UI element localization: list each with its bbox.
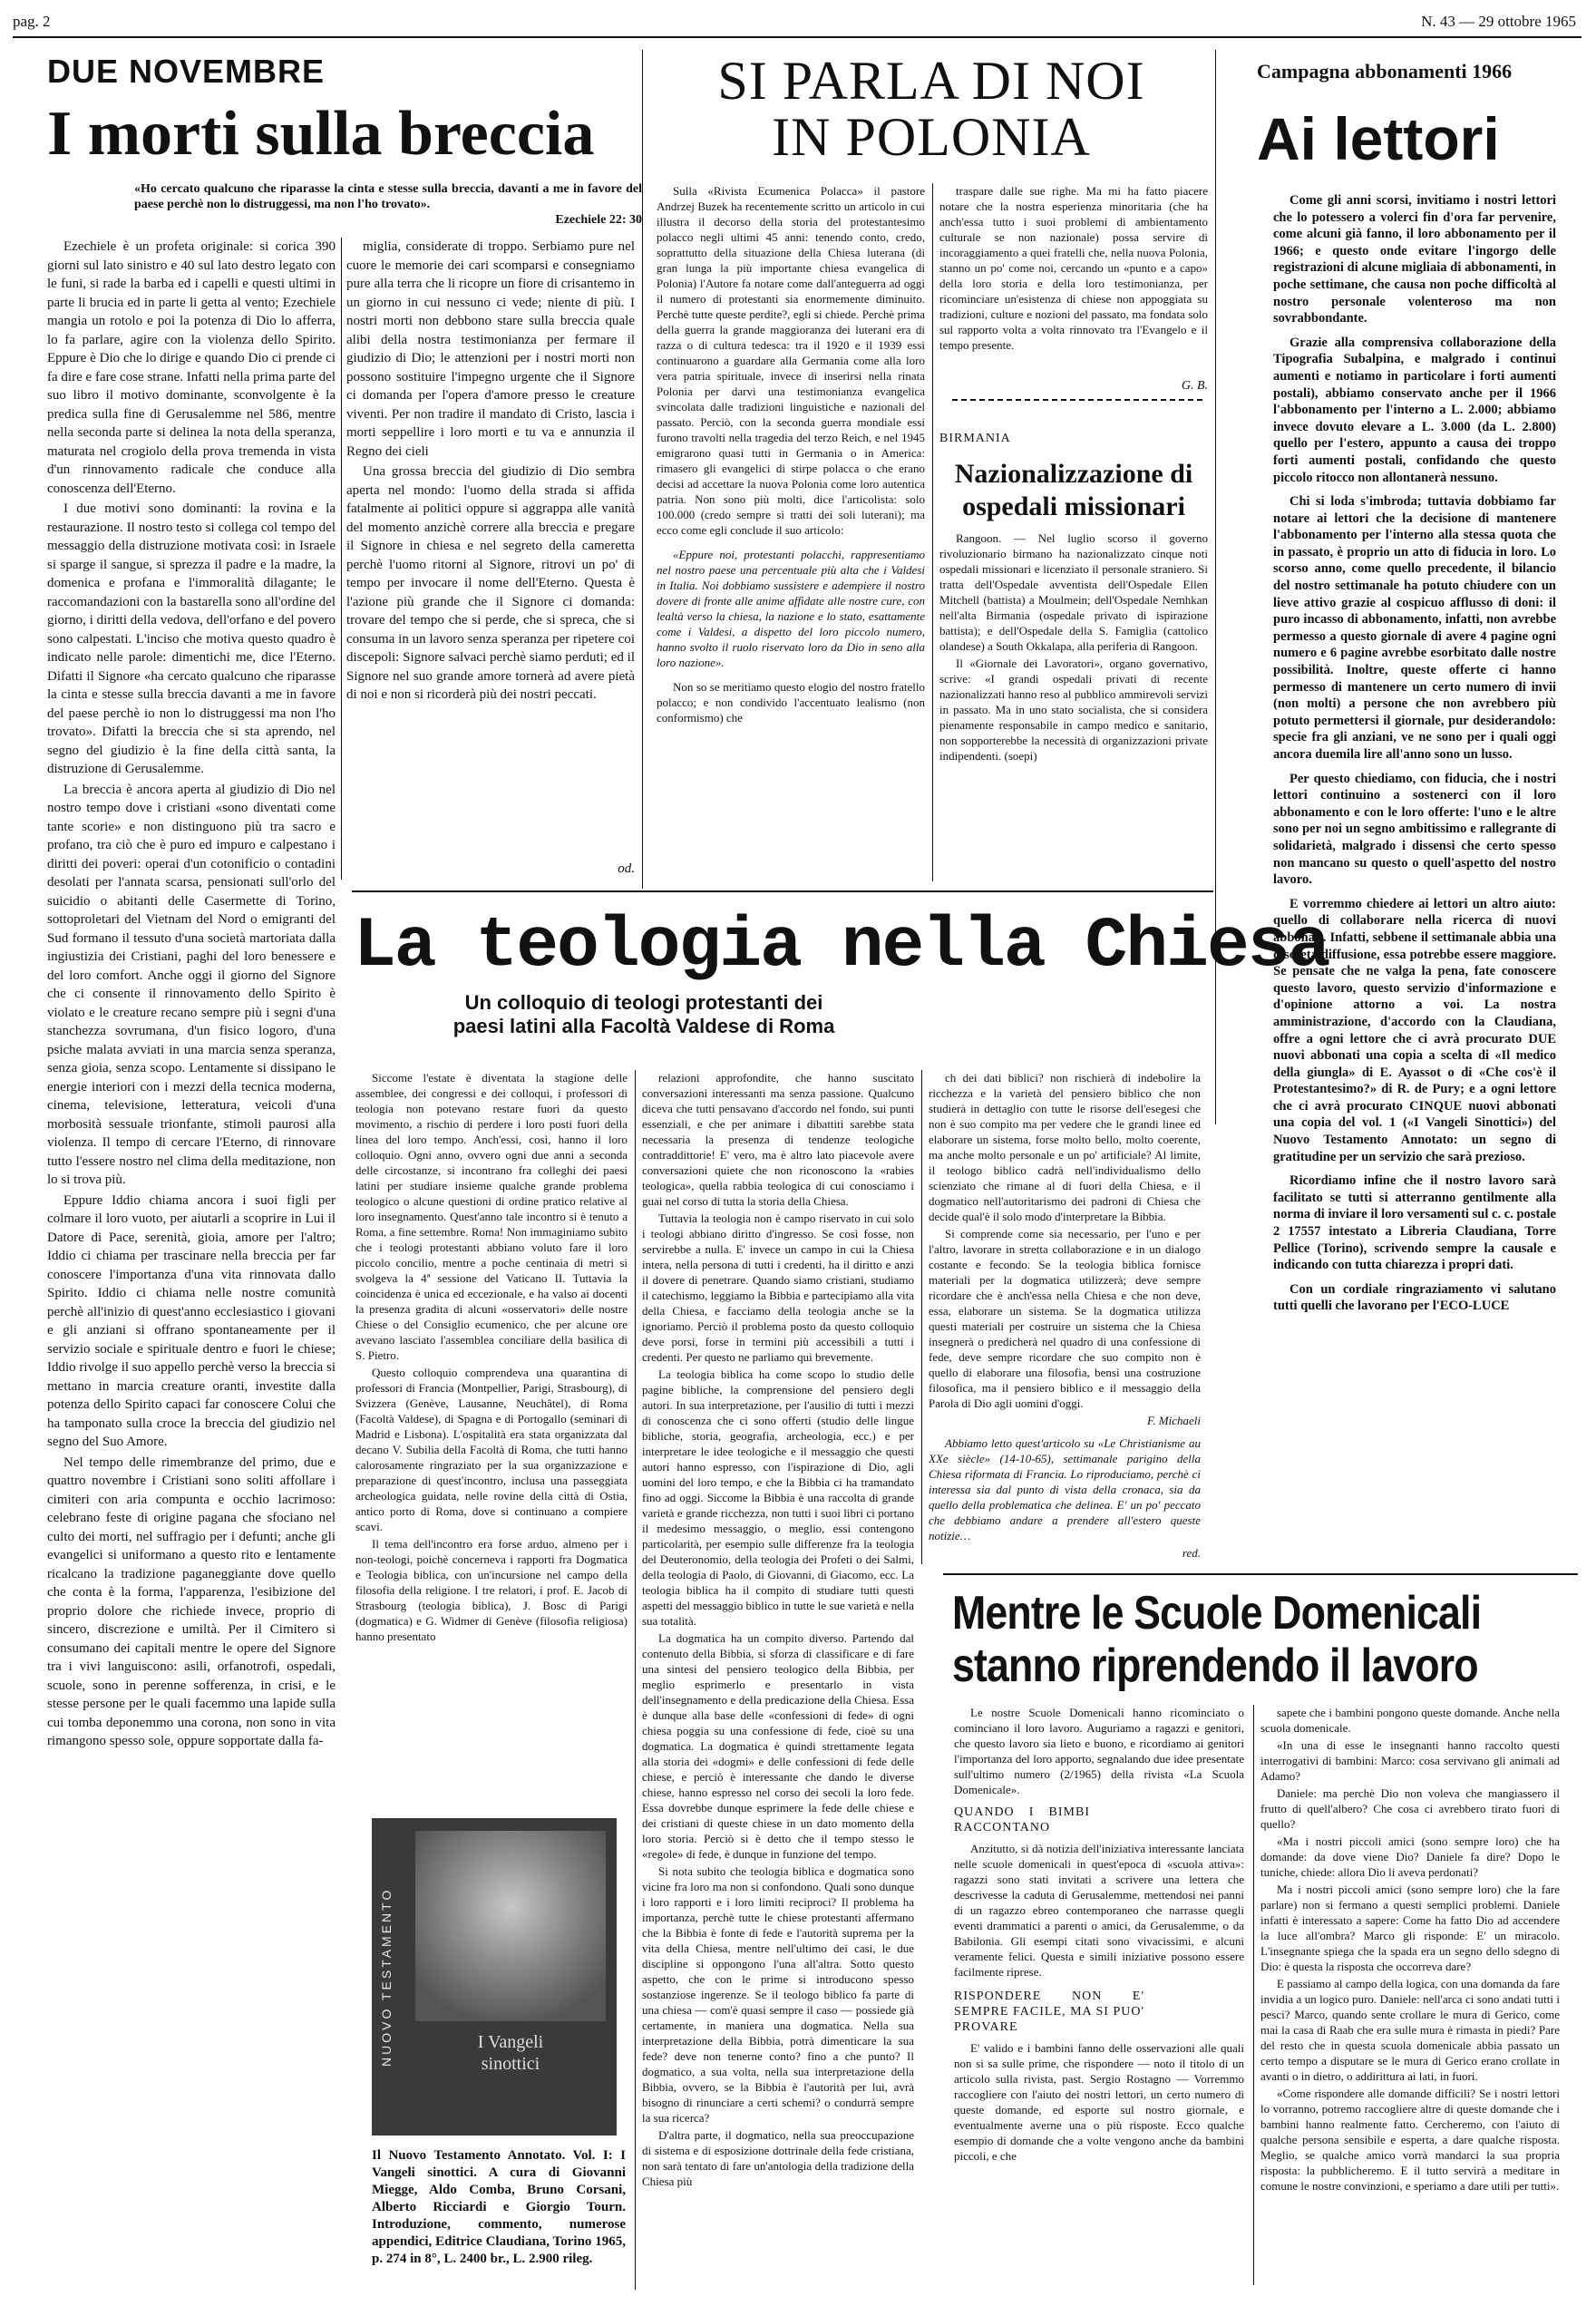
issue-date: N. 43 — 29 ottobre 1965 [1421, 13, 1576, 30]
birmania-body [939, 530, 1208, 884]
morti-column-1 [47, 238, 336, 2289]
paragraph: Daniele: ma perchè Dio non voleva che mangiassero il frutto di quell'albero? Che cosa ci avrebbero tirato fuori di quello? [1260, 1786, 1560, 1831]
paragraph: Questo colloquio comprendeva una quarantina di professori di Francia (Montpellier, Parigi, Strasbourg), di Svizzera (Genève, Lausanne, Neuchâtel), di Roma (Facoltà Valdese), di Spagna e di Portogallo (seminari di Madrid e Lisbona). L'ospitalità era stata organizzata dal decano V. Subilia della Facoltà di Roma, che tutti hanno calorosamente ringraziato per la sua organizzazione e preparazione di quest'incontro, inclusa una passeggiata archeologica guidata, nelle rovine della città di Ostia, antico porto di Roma, dove si continuano a compiere scavi. [355, 1366, 628, 1533]
lettori-kicker: Campagna abbonamenti 1966 [1257, 60, 1513, 83]
paragraph: Le nostre Scuole Domenicali hanno ricominciato o cominciano il loro lavoro. Auguriamo a ragazzi e genitori, che questo lavoro sia lieto e buono, e ricordiamo ai genitori l'importanza del loro apporto, segnalando due idee presentate sull'ultimo numero (2/1965) della rivista «La Scuola Domenicale». [954, 1706, 1244, 1796]
header-rule [13, 36, 1581, 38]
scuole-top-rule [943, 1573, 1578, 1575]
paragraph: La teologia biblica ha come scopo lo studio delle pagine bibliche, la comprensione del pensiero degli autori. In sua interpretazione, per l'ausilio di tutti i mezzi di conoscenza che ci sono offerti (studio delle lingue bibliche, storia, geografia, archeologia, ecc.) e per interpretare le idee teologiche e il messaggio che questi autori hanno espresso, con l'ispirazione di Dio, agli uomini del loro tempo, e che la Bibbia ci ha tramandato fino ad oggi. Siccome la Bibbia è una raccolta di grande varietà e grande ricchezza, non tutti i suoi libri ci portano il medesimo messaggio, o meglio, essi contengono particolarità, per esempio sulle differenze fra la teologia del Deuteronomio, della teologia dei Profeti o dei Salmi, della teologia di Paolo, di Giovanni, di Giacomo, ecc. La teologia biblica ha il compito di studiare tutti questi aspetti del messaggio biblico in tutte le sue varietà e nella sua totalità. [642, 1367, 914, 1628]
morti-column-2 [346, 238, 635, 877]
paragraph: E passiamo al campo della logica, con una domanda da fare invidia a un logico puro. Daniele: nell'arca ci sono andati tutti i pesci? Marco, quando sente crollare le mura di Gerico, come mai la casa di Raab che era sulle mura è rimasta in piedi? Pare del resto che in questa scuola domenicale abbia passato un certo tempo a disputare se le mura di Gerico erano crollate in avanti o in dietro, o addirittura ai lati, in fuori. [1260, 1977, 1560, 2083]
teologia-subtitle-line-1: Un colloquio di teologi protestanti dei [464, 991, 823, 1014]
polonia-column-1 [657, 183, 925, 881]
lettori-title: Ai lettori [1257, 105, 1500, 172]
book-cover-title-line-1: I Vangeli [477, 2032, 544, 2052]
paragraph: La breccia è ancora aperta al giudizio di Dio nel nostro tempo dove i cristiani «sono diventati come tante scorie» e non distinguono più tra sacro e profano, tra ciò che è puro ed impuro e calpestano i diritti dei poveri: operai d'un cotonificio o contadini desolati per l'annata scarsa, pensionati sull'orlo del suicidio o abitanti delle Casermette di Torino, sottoproletari del Vietnam del Nord o emigranti del Sud formano il tessuto d'una società martoriata dalla ingiustizia dei Cristiani, paghi del loro benessere e del loro comfort. Anche oggi il giorno del Signore che ci consente il rinnovamento dello Spirito è violato e le creature recano sempre più i segni d'una stanchezza sovrumana, d'un fisico logoro, d'una psiche malata avviati in una marcia senza speranza, senza gioia, senza scopo. Lentamente si dissipano le energie interiori con i mezzi della tecnica moderna, cinema, televisione, letteratura, veicoli d'una morbosità sessuale trionfante, stimoli paurosi alla violenza. Il tempo di cercare l'Eterno, di rinnovare tutto l'essere nostro nel clima della meditazione, non lo si trova più. [47, 782, 336, 1187]
column-rule [1253, 1705, 1254, 2285]
paragraph: ch dei dati biblici? non rischierà di indebolire la ricchezza e la varietà del pensiero biblico che non studierà in dettaglio con tutte le risorse dell'esegesi che non è suo compito ma per vedere che le grandi linee ed elaborare un sistema, forse molto bello, molto coerente, ma anche molto personale e un po' artificiale? Al limite, il teologo biblico cadrà nell'individualismo dello scienziato che rimane al di fuori della Chiesa, e il dogmatico nell'autoritarismo dei padroni di Chiesa che decide qual'è il solo modo d'interpretare la Bibbia. [929, 1071, 1201, 1223]
section-rule [932, 183, 933, 881]
teologia-title: La teologia nella Chiesa [354, 907, 1329, 987]
scuole-title [952, 1587, 1490, 1692]
scuole-column-2 [1260, 1705, 1560, 2285]
morti-signature: od. [618, 861, 635, 876]
paragraph: Non so se meritiamo questo elogio del nostro fratello polacco; e non condivido l'accentuato lealismo (non conformismo) che [657, 680, 925, 725]
paragraph: «Ma i nostri piccoli amici (sono sempre loro) che ha domande: da dove viene Dio? Daniele fa dire? Dopo le tuniche, chiede: allora Dio li aveva perdonati? [1260, 1834, 1560, 1879]
teologia-note-signature: red. [1182, 1546, 1201, 1560]
morti-title: I morti sulla breccia [47, 99, 595, 169]
polonia-quote: «Eppure noi, protestanti polacchi, rappresentiamo nel nostro paese una percentuale più alta che i Valdesi in Italia. Noi dobbiamo sussistere e adempiere il nostro dovere di fronte alle anime affidate alle nostre cure, con lealtà verso la chiesa, la nazione e lo stato, esattamente come i Valdesi, a dispetto del loro piccolo numero, hanno svolto il ruolo riservato loro da Dio in seno alla loro nazione». [657, 548, 925, 669]
morti-epigraph: «Ho cercato qualcuno che riparasse la cinta e stesse sulla breccia, davanti a me in favore del paese perchè non lo distruggessi, ma non l'ho trovato». [134, 182, 642, 211]
paragraph: Il «Giornale dei Lavoratori», organo governativo, scrive: «I grandi ospedali privati di recente nazionalizzati hanno reso al pubblico ammirevoli servizi in passato. Ma in uno stato socialista, che si considera pienamente responsabile in campo medico e sanitario, non sopporterebbe la necessità di organizzazioni private indipendenti. (soepi) [939, 657, 1208, 763]
morti-epigraph-ref: Ezechiele 22: 30 [555, 213, 642, 227]
paragraph: Eppure Iddio chiama ancora i suoi figli per colmare il loro vuoto, per aiutarli a scoprire in Lui il Datore di Pace, serenità, gioia, amore per l'altro; Iddio ci chiama per trascinare nella breccia per far conoscere l'importanza d'una vita rinnovata dallo Spirito. Iddio ci chiama nelle nostre comunità perchè all'inizio di quest'anno ecclesiastico i giovani e gli anziani si offrano spontaneamente per il servizio sociale e spirituale dentro e fuori le chiese; Iddio rivolge il suo appello perchè verso la breccia si mettano in marcia creature oranti, investite dalla potenza dello Spirito capaci far conoscere Colui che ha tamponato sulla croce la breccia del giudizio nel segno del Suo Amore. [47, 1192, 336, 1449]
morti-kicker: DUE NOVEMBRE [47, 53, 326, 90]
polonia-column-2 [939, 183, 1208, 374]
paragraph: Anzitutto, si dà notizia dell'iniziativa interessante lanciata nelle scuole domenicali in quest'epoca di «scuola attiva»: ragazzi sono stati invitati a scrivere una lettera che descrivesse la caduta di Gerusalemme, mettendosi nei panni di un ragazzo ebreo contemporaneo che narrasse quegli eventi drammatici a parenti o amici, da Gerusalemme, o da Babilonia. Gli esempi citati sono vivacissimi, e alcuni veramente felici. Questa e simili iniziative possono essere facilmente riprese. [954, 1842, 1244, 1979]
birmania-title: Nazionalizzazione di ospedali missionari [954, 459, 1193, 521]
book-caption: Il Nuovo Testamento Annotato. Vol. I: I Vangeli sinottici. A cura di Giovanni Miegge, Aldo Comba, Bruno Corsani, Alberto Ricciardi e Giorgio Tourn. Introduzione, commento, numerose appendici, Editrice Claudiana, Torino 1965, p. 274 in 8°, L. 2400 br., L. 2.900 rileg. [372, 2148, 626, 2266]
scuole-title-line-2: stanno riprendendo il lavoro [952, 1639, 1478, 1692]
paragraph: Come gli anni scorsi, invitiamo i nostri lettori che lo potessero a volerci fin d'ora far pervenire, come alcuni già fanno, il loro abbonamento per il 1966; e questo onde evitare l'ingorgo delle registrazioni di alcune migliaia di abbonamenti, in poche settimane, che causa non poche difficoltà al nostro personale volenteroso ma non sovrabbondante. [1273, 193, 1556, 326]
book-cover-spine: NUOVO TESTAMENTO [379, 1887, 394, 2067]
column-rule [921, 1070, 922, 1564]
paragraph: La dogmatica ha un compito diverso. Partendo dal contenuto della Bibbia, si sforza di classificare e di fare una sintesi del pensiero teologico della Bibbia, per meglio esprimerlo e presentarlo in vista dell'insegnamento e della predicazione della Chiesa. Essa è dunque alla base delle «confessioni di fede» di ogni chiesa poggia su una confessione di fede, cioè su una dogmatica. La dogmatica è quindi strettamente legata alla storia dei «dogmi» e delle confessioni di fede delle chiese, e perciò è interessante che dando le diverse chiese, hanno espresso nel corso dei secoli la loro fede. Essa dovrebbe dunque esprimere la fede delle chiese e dei cristiani di queste chiese in un dato momento della loro storia. Perciò si è detto che il tempo stesso le «regole» di fede, è dunque in funzione del tempo. [642, 1631, 914, 1861]
paragraph: Siccome l'estate è diventata la stagione delle assemblee, dei congressi e dei colloqui, i professori di teologia non potevano restare fuori da questo movimento, a rischio di perdere i loro posti fuori della linea del loro tempo. Anch'essi, così, hanno il loro colloquio. Ogni anno, ovvero ogni due anni a seconda delle circostanze, si incontrano fra colleghi dei paesi latini per studiare insieme qualche grande problema teologico o alcune questioni di ordine pratico relative al loro insegnamento. Quest'anno tale incontro si è tenuto a Roma, a fine settembre. Roma! Non immaginiamo subito che i teologi protestanti abbiano voluto fare il loro piccolo concilio, mentre a poche centinaia di metri si svolgeva la 4ª sessione del Vaticano II. Tuttavia la coincidenza è unica ed eccezionale, e ha valso ai docenti la presenza gradita di alcuni «osservatori» delle nostre Chiese o del Consiglio ecumenico, che per alcune ore avevano lasciato l'assemblea conciliare della basilica di S. Pietro. [355, 1071, 628, 1362]
paragraph: Grazie alla comprensiva collaborazione della Tipografia Subalpina, e malgrado i continui aumenti e notiamo in particolare i forti aumenti postali), abbiamo conservato anche per il 1966 l'abbonamento per l'interno a L. 2.000; abbiamo invece dovuto elevare a L. 3.000 (da L. 2.800) quello per l'estero, appunto a causa dei troppo forti aumenti postali, confidando che questo piccolo ritocco non allontanerà nessuno. [1273, 335, 1556, 485]
paragraph: Si nota subito che teologia biblica e dogmatica sono vicine fra loro ma non si confondono. Quali sono dunque i loro rapporti e i loro limiti reciproci? Il problema ha importanza, perchè tutte le chiese protestanti affermano che la Bibbia è fonte di fede e l'autorità suprema per la vita della Chiesa, mentre nell'ultimo dei casi, le due discipline si oppongono l'una all'altra. Sotto questo aspetto, che con le prime si introducono spesso sostanziose ingerenze. Se il teologo biblico fa parte di una chiesa — com'è quasi sempre il caso — possiede già certamente, in maniera una dogmatica. Nella sua interpretazione della Bibbia, potrà dimenticare la sua fede? deve non tenerne conto? fino a che punto? Il dogmatico, a sua volta, nella sua interpretazione della Bibbia, ovvero, se la Bibbia è l'autorità per lui, avrà bisogno di rinunciare a certi schemi? o condurrà sempre la sua ricerca? [642, 1864, 914, 2125]
book-cover-title-line-2: sinottici [481, 2054, 540, 2074]
paragraph: I due motivi sono dominanti: la rovina e la restaurazione. Il nostro testo si collega col tempo del messaggio della distruzione motivata così: in Israele si sparge il sangue, si sprezza il padre e la madre, la domenica e profana e l'immoralità dilagante; le raccomandazioni con la bastarella sono all'ordine del giorno, i diritti della vedova, dell'orfano e del povero sono calpestati. L'inciso che motiva questo quadro è indicato nelle parole: dimentichi me, dice l'Eterno. Difatti il Signore «ha cercato qualcuno che riparasse la cinta e stesse sulla breccia davanti a me in favore del paese perchè io non lo distruggessi ma non l'ho trovato». Difatti la breccia che si sta aprendo, nel segno del giudizio è la fine della città santa, la distruzione di Gerusalemme. [47, 501, 336, 776]
scuole-subheading-2: RISPONDERE NON E' SEMPRE FACILE, MA SI PUO' PROVARE [954, 1990, 1144, 2034]
paragraph: E' valido e i bambini fanno delle osservazioni alle quali non si sa sulle prime, che rispondere — noto il titolo di un articolo sulla rivista, past. Sergio Rostagno — Vorremmo raccogliere con l'aiuto dei nostri lettori, un certo numero di queste domande, ed esporte sul nostro giornale, e eventualmente averne una o più risposte. Ecco qualche esempio di domande che a volte vengono anche da bambini piccoli, e che [954, 2041, 1244, 2163]
paragraph: Tuttavia la teologia non è campo riservato in cui solo i teologi abbiano diritto d'ingresso. Se così fosse, non servirebbe a nulla. E' invece un campo in cui la Chiesa intera, nella persona di tutti i credenti, ha il diritto e anzi il dovere di penetrare. Quando siamo cristiani, studiamo il catechismo, leggiamo la Bibbia e partecipiamo alla vita della Chiesa, e facciamo della teologia anche se la ignoriamo. Perciò il problema posto da questo colloquio deve porsi, forse in termini più accessibili a tutti i credenti. Per questo ne parliamo qui brevemente. [642, 1211, 914, 1364]
teologia-column-3 [929, 1070, 1201, 1560]
teologia-top-rule [352, 890, 1213, 892]
paragraph: sapete che i bambini pongono queste domande. Anche nella scuola domenicale. [1260, 1706, 1560, 1735]
book-cover-image [372, 1818, 617, 2136]
paragraph: «In una di esse le insegnanti hanno raccolto questi interrogativi di bambini: Marco: cosa servivano gli animali ad Adamo? [1260, 1738, 1560, 1783]
paragraph: Nel tempo delle rimembranze del primo, due e quattro novembre i Cristiani sono soliti affollare i cimiteri con aria compunta e occhio lacrimoso: celebrano feste di origine pagana che sfociano nel culto dei morti, nel suffragio per i defunti; anche gli evangelici si uniformano a questo rito e lentamente ricalcano la tradizione paganeggiante dove quello che conta è la forma, l'apparenza, l'esibizione del proprio dolore che richiede invece, proprio di sincero, discrezione e umiltà. Per il Cimitero si consumano dei capitali mentre le opere del Signore tra i vivi languiscono: asili, orfanotrofi, ospedali, scuole, sono in perenne sofferenza, in crisi, e le stesse persone per le quali facemmo una lapide sulla cui tomba deponemmo una corona, non sono in vita rimangono spesso sole, oppure sopportate dalla fa- [47, 1455, 336, 1748]
paragraph: D'altra parte, il dogmatico, nella sua preoccupazione di sistema e di esposizione dottrinale della fede cristiana, non sarà tentato di fare un'antologia della tradizione della Chiesa più [642, 2128, 914, 2188]
paragraph: traspare dalle sue righe. Ma mi ha fatto piacere notare che la nostra esperienza minoritaria (che ha anch'essa tutto i suoi problemi di ambientamento culturale se non nazionale) possa servire di incoraggiamento a quei fratelli che, nella nuova Polonia, stanno un po' come noi, cercando un «punto e a capo» della loro storia e della loro testimonianza, per ricominciare un'esistenza di chiese non appoggiata su tradizioni, culture e nozioni del passato, ma fondata solo sul rapporto volta a volta rinnovato tra l'Evangelo e il tempo presente. [939, 184, 1208, 352]
paragraph: Sulla «Rivista Ecumenica Polacca» il pastore Andrzej Buzek ha recentemente scritto un articolo in cui illustra il decorso della storia del protestantesimo polacco negli ultimi 45 anni: tenendo conto, credo, soprattutto della situazione della Chiesa luterana (di gran lunga la più importante chiesa evangelica di Polonia) l'Autore fa notare come dall'anteguerra ad oggi il numero di protestanti sia enormemente diminuito. Perchè tutte queste perdite?, egli si chiede. Perchè prima della guerra la grande maggioranza dei luterani era di razza o di cultura tedesca: tra il 1920 e il 1939 essi continuarono a guardare alla Germania come alla loro vera patria spirituale, invece di inserirsi nella rinata Polonia per darvi una testimonianza evangelica svincolata dalle tradizioni linguistiche e nazionali del passato. Perciò, con la seconda guerra mondiale essi furono travolti nella tragedia del terzo Reich, e nel 1945 emigrarono quasi tutti in Germania o in America: rimasero gli evangelici di stirpe polacca o che erano decisi ad accettare la nuova Polonia come loro autentica patria. Non sono più molti, dice l'articolista: solo 100.000 (credo sempre si tratti dei soli luterani); ma ecco come egli conclude il suo articolo: [657, 184, 925, 537]
paragraph: Rangoon. — Nel luglio scorso il governo rivoluzionario birmano ha nazionalizzato cinque noti ospedali missionari e licenziato il personale straniero. Si tratta dell'Ospedale avventista dell'Ospedale Ellen Mitchell (battista) a Moulmein; dell'Ospedale Nemhkan nell'alta Birmania (ospedale privato di ispirazione battista); e dell'Ospedale della S. Famiglia (cattolico olandese) a South Okkalapa, alla periferia di Rangoon. [939, 531, 1208, 653]
scuole-column-1 [954, 1705, 1244, 2285]
birmania-kicker: BIRMANIA [939, 432, 1011, 445]
column-rule [341, 238, 342, 880]
teologia-note: Abbiamo letto quest'articolo su «Le Christianisme au XXe siècle» (14-10-65), settimanale parigino della Chiesa riformata di Francia. Lo riproduciamo, perchè ci interessa sia dal punto di vista della cronaca, sia da quello della problematica che delinea. E' un po' peccato che debbiamo andare a prendere all'estero queste notizie… [929, 1436, 1201, 1542]
paragraph: Chi si loda s'imbroda; tuttavia dobbiamo far notare ai lettori che la decisione di mantenere l'abbonamento per l'interno alla stessa quota che in passato, è proprio un atto di fiducia in loro. Lo scorso anno, come quello precedente, il bilancio del nostro settimanale ha potuto chiudere con un lieve attivo grazie al cospicuo afflusso di doni: il puro incasso di abbonamento, infatti, non avrebbe permesso a questo giornale di avere 4 pagine ogni numero e 6 pagine avrebbe esorbitato dalle nostre possibilità. Inoltre, queste offerte ci hanno permesso di mantenere un certo numero di invii (non molti) a persone che non avrebbero più potuto permettersi il giornale, pur desiderandolo: specie fra gli anziani, ve ne sono per i quali oggi ancora duemila lire all'anno sono un lusso. [1273, 494, 1556, 762]
book-cover-title [415, 2031, 606, 2075]
paragraph: Ricordiamo infine che il nostro lavoro sarà facilitato se tutti si atterranno gentilmente alla norma di inviare il loro versamenti sul c. c. postale 2 17557 intestato a Libreria Claudiana, Torre Pellice (Torino), scrivendo sempre la causale e indicando con tutta chiarezza i propri dati. [1273, 1173, 1556, 1273]
section-rule [642, 50, 643, 889]
paragraph: Per questo chiediamo, con fiducia, che i nostri lettori continuino a sostenerci con il loro abbonamento e con le loro offerte: l'uno e le altre sono per noi un segno ambitissimo e rallegrante di solidarietà, malgrado i dissensi che certo spesso non mancano su questo o quell'aspetto del nostro lavoro. [1273, 771, 1556, 888]
polonia-signature: G. B. [1181, 379, 1208, 393]
paragraph: E vorremmo chiedere ai lettori un altro aiuto: quello di collaborare nella ricerca di nuovi abbonati. Infatti, sebbene il settimanale abbia una discreta diffusione, essa potrebbe essere maggiore. Se pensate che ne valga la pena, fate conoscere questo lavoro, questo servizio d'informazione e d'opinione attorno a voi. La nostra amministrazione, d'accordo con la Claudiana, offre a ogni lettore che ci avrà procurato DUE nuovi abbonati una copia a scelta di «Il medico della giungla» di E. Ayassot o di «Che cos'è il Protestantesimo?» di R. de Pury; e a ogni lettore che ci avrà procurato CINQUE nuovi abbonati una copia del vol. 1 («I Vangeli Sinottici») del Nuovo Testamento Annotato: un segno di gratitudine per un servizio che sarà prezioso. [1273, 896, 1556, 1164]
scuole-subheading-1: QUANDO I BIMBI RACCONTANO [954, 1805, 1090, 1834]
scuole-title-line-1: Mentre le Scuole Domenicali [952, 1587, 1482, 1639]
teologia-column-1 [355, 1070, 628, 1805]
paragraph: Ezechiele è un profeta originale: si corica 390 giorni sul lato sinistro e 40 sul lato destro legato con le funi, si rade la barba ed i capelli e questi ultimi in parte li brucia ed in parte li getta al vento; Ezechiele mangia un rotolo e poi la potenza di Dio lo afferra, lo fa parlare, agire con la violenza dello Spirito. Eppure è Dio che lo dirige e quando Dio ci prende ci fa dire e fare cose strane. Infatti nella prima parte del suo libro il motivo dominante, sconvolgente è la predica sulla fine di Gerusalemme nel 586, mentre nella seconda parte si delinea la nota della speranza, maturata nel crogiolo della prova tremenda in vista d'un rinnovamento radicale che conduce alla conoscenza dell'Eterno. [47, 239, 336, 496]
paragraph: Ma i nostri piccoli amici (sono sempre loro) che la fare parlare) non si fermano a questi semplici problemi. Daniele infatti è interessato a sapere: Come ha fatto Dio ad accendere la luce all'ombra? Marco gli risponde: E' un miracolo. L'insegnante spiega che la spada era un segno dello sdegno di Dio: è questa la risposta che occorreva dare? [1260, 1883, 1560, 1973]
teologia-signature: F. Michaeli [1147, 1414, 1201, 1427]
teologia-subtitle [408, 991, 880, 1038]
book-cover-artwork [415, 1831, 606, 2021]
teologia-subtitle-line-2: paesi latini alla Facoltà Valdese di Roma [453, 1015, 835, 1037]
polonia-title-line-1: SI PARLA DI NOI [717, 51, 1145, 111]
paragraph: Si comprende come sia necessario, per l'uno e per l'altro, lavorare in stretta collaborazione e in un dialogo costante e fecondo. Se la teologia biblica fornisce materiali per la dogmatica utilizzerà; deve sempre ricordare che è anch'essa nella Chiesa e che non deve, essa, elaborare un sistema. Se la dogmatica utilizza questi materiali per costruire un sistema che la Chiesa insegnerà o predicherà nel quadro di una confessione di fede, deve sempre ricordare che suo compito non è quello di elaborare una filosofia, bensì una costruzione filosofica, ma il pensiero biblico e il messaggio della Parola di Dio agli uomini d'oggi. [929, 1227, 1201, 1410]
page-number: pag. 2 [13, 13, 51, 30]
polonia-title-line-2: IN POLONIA [772, 107, 1091, 167]
paragraph: Con un cordiale ringraziamento vi salutano tutti quelli che lavorano per l'ECO-LUCE [1273, 1281, 1556, 1314]
paragraph: Il tema dell'incontro era forse arduo, almeno per i non-teologi, poichè concerneva i rapporti fra Dogmatica e Teologia biblica, con un'incursione nel campo della filosofia della religione. I tre relatori, i prof. E. Jacob di Strasbourg (teologia biblica), J. Bosc di Parigi (dogmatica) e G. Widmer di Genève (filosofia religiosa) hanno presentato [355, 1537, 628, 1643]
paragraph: relazioni approfondite, che hanno suscitato conversazioni interessanti ma senza passione. Qualcuno diceva che tutti pensavano d'accordo nel fondo, sui punti essenziali, e che per animare i dibattiti sarebbe stata necessaria la presenza di tendenze teologiche contraddittorie! E' vero, ma è altro lato piacevole avere conversazioni quiete che non riconoscono la «rabies teologica», quella rabbia teologica di cui conosciamo i guai nel corso di tutta la storia della Chiesa. [642, 1071, 914, 1208]
paragraph: «Come rispondere alle domande difficili? Se i nostri lettori lo vorranno, potremo raccogliere altre di queste domande che i bambini hanno realmente fatto. Cercheremo, con l'aiuto di qualche persona sensibile e esperta, a dare qualche risposta. Meglio, se qualche amico vorrà mandarci la sua propria risposta: la pubblicheremo. E il tutto servirà a meditare in comune le nostre convinzioni, e speriamo a dare utili per tutti». [1260, 2087, 1560, 2193]
paragraph: miglia, considerate di troppo. Serbiamo pure nel cuore le memorie dei cari scomparsi e consegniamo pure alla terra che li ricopre un fiore di crisantemo in un giorno in cui nessuno ci vede; niente di più. I nostri morti non debbono stare sulla breccia quale alibi della nostra testimonianza per fermare il giudizio di Dio; le attenzioni per i nostri morti non possono sostituire l'impegno urgente che il Signore ci domanda per l'opera d'amore presso le creature viventi. Per non tradire il mandato di Cristo, lascia i morti seppellire i loro morti e tu va e annunzia il Regno dei cieli [346, 239, 635, 459]
polonia-title [655, 53, 1208, 165]
column-rule [635, 1070, 636, 2290]
teologia-column-2 [642, 1070, 914, 2290]
birmania-rule [952, 399, 1206, 401]
paragraph: Una grossa breccia del giudizio di Dio sembra aperta nel mondo: l'uomo della strada si affida fatalmente ai politici oppure si aggrappa alle vanità del momento anzichè correre alla breccia e pregare il Signore in chiesa e nel segreto della cameretta perchè l'uomo ritorni al Signore, ritrovi un po' di tempo per invocare il nome dell'Eterno. Questa è l'azione più grande che il Signore ci domanda: trovare del tempo che si perde, che si spreca, che si consuma in un lavoro senza speranza per ripetere coi discepoli: Signore salvaci perchè siamo perduti; ed il Signore nel suo grande amore tornerà ad avere pietà di noi e non si ricorderà più dei nostri peccati. [346, 464, 635, 702]
